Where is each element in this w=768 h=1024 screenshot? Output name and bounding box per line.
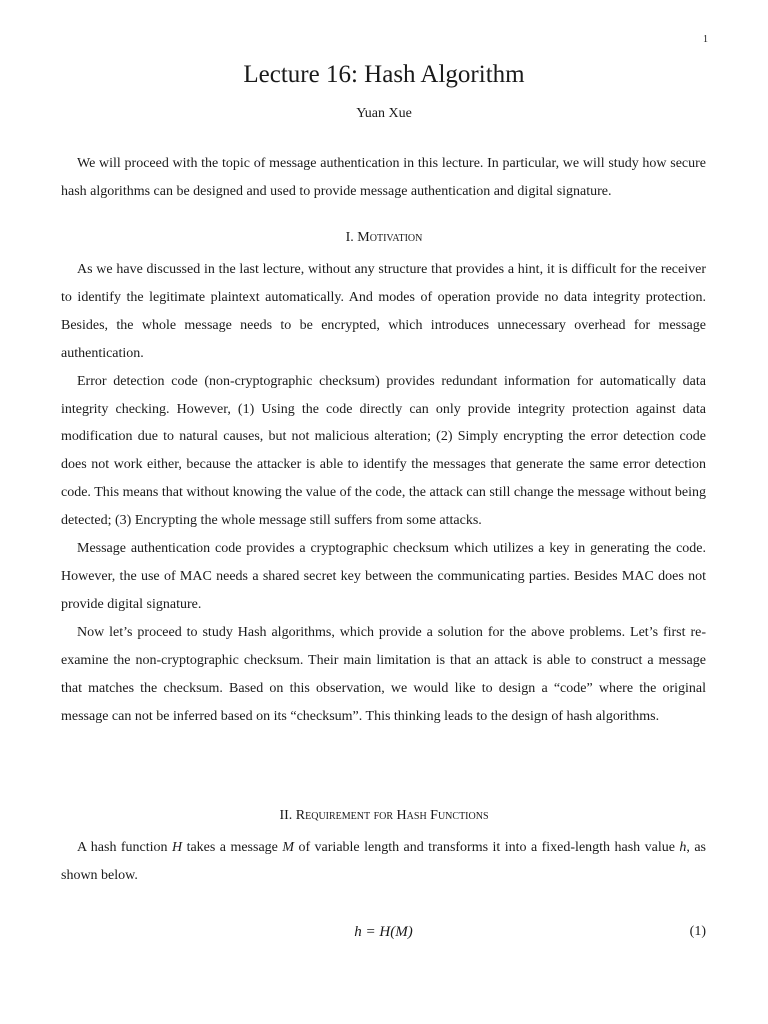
page-number: 1	[703, 34, 708, 45]
text-run: of variable length and transforms it into a fixed-length hash value	[294, 840, 680, 855]
author-name: Yuan Xue	[356, 106, 412, 121]
section-heading-motivation: I. Motivation	[345, 230, 423, 245]
lecture-title: Lecture 16: Hash Algorithm	[243, 61, 525, 88]
equation-number: (1)	[689, 924, 706, 939]
math-variable: h	[679, 840, 687, 855]
text-run: A hash function	[77, 840, 172, 855]
equation: h = H(M)	[354, 924, 413, 940]
section-heading-requirement: II. Requirement for Hash Functions	[279, 808, 489, 823]
paragraph: Error detection code (non-cryptographic checksum) provides redundant information for automatically data integrity checking. However, (1) Using the code directly can only provide integrity protection against data modification due to natural causes, but not malicious alteration; (2) Simply encrypting the error detection code does not work either, because the attacker is able to identify the messages that generate the same error detection code. This means that without knowing the value of the code, the attack can still change the message without being detected; (3) Encrypting the whole message still suffers from some attacks.	[61, 373, 706, 529]
abstract	[61, 150, 706, 206]
section-body-requirement	[61, 834, 706, 890]
paragraph	[61, 834, 706, 890]
text-run: takes a message	[182, 840, 283, 855]
section-body-motivation	[61, 256, 706, 730]
paragraph: Message authentication code provides a cryptographic checksum which utilizes a key in generating the code. However, the use of MAC needs a shared secret key between the communicating parties. Besides MAC does not provide digital signature.	[61, 541, 706, 612]
paragraph: Now let’s proceed to study Hash algorithms, which provide a solution for the above problems. Let’s first re-examine the non-cryptographic checksum. Their main limitation is that an attack is able to construct a message that matches the checksum. Based on this observation, we would like to design a “code” where the original message can not be inferred based on its “checksum”. This thinking leads to the design of hash algorithms.	[61, 624, 706, 724]
paragraph: As we have discussed in the last lecture, without any structure that provides a hint, it is difficult for the receiver to identify the legitimate plaintext automatically. And modes of operation provide no data integrity protection. Besides, the whole message needs to be encrypted, which introduces unnecessary overhead for message authentication.	[61, 262, 706, 361]
math-variable: H	[172, 840, 183, 855]
math-variable: M	[282, 840, 294, 855]
text-run: , as shown below.	[61, 840, 706, 883]
equation-row	[61, 920, 706, 944]
abstract-paragraph: We will proceed with the topic of message authentication in this lecture. In particular, we will study how secure hash algorithms can be designed and used to provide message authentication and digital signature.	[61, 156, 706, 199]
